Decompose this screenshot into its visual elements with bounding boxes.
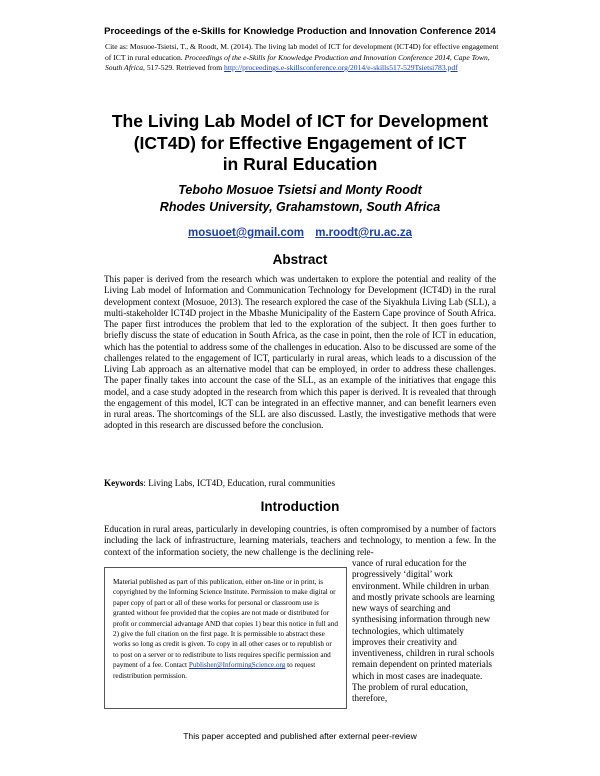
email-link-2[interactable]: m.roodt@ru.ac.za xyxy=(315,227,413,239)
keywords-label: Keywords xyxy=(104,478,144,488)
author-affiliation: Rhodes University, Grahamstown, South Africa xyxy=(159,200,441,214)
citation-prefix: Cite as: Mosuoe-Tsietsi, T., & Roodt, M. (2014). The living lab model of ICT for development (ICT4D) for effective engagement of ICT in rural education. xyxy=(105,42,499,62)
copyright-notice xyxy=(104,567,347,709)
abstract-heading: Abstract xyxy=(272,252,328,267)
introduction-column: vance of rural education for the progressively ‘digital’ work environment. While children in urban and mostly private schools are learning new ways of searching and synthesising information through new technologies, which ultimately improves their creativity and inventiveness, children in rural schools remain dependent on printed materials which in most cases are inadequate. The problem of rural education, therefore, xyxy=(352,558,495,703)
citation-pages: , 517-529. Retrieved from xyxy=(143,63,225,72)
keywords xyxy=(104,478,496,488)
author-emails xyxy=(95,227,505,239)
publisher-email-link[interactable]: Publisher@InformingScience.org xyxy=(188,661,286,670)
keywords-list: : Living Labs, ICT4D, Education, rural communities xyxy=(143,478,336,488)
copyright-suffix: to request redistribution permission. xyxy=(113,661,316,680)
introduction-body: Education in rural areas, particularly in developing countries, is often compromised by a number of factors including the lack of infrastructure, learning materials, teachers and technology, to mention a few. In the context of the information society, the new challenge is the declining rele- xyxy=(104,524,496,557)
copyright-text: Material published as part of this publication, either on-line or in print, is copyrighted by the Informing Science Institute. Permission to make digital or paper copy of part or all of these works for personal or classroom use is granted without fee provided that the copies are not made or distributed for profit or commercial advantage AND that copies 1) bear this notice in full and 2) give the full citation on the first page. It is permissible to abstract these works so long as credit is given. To copy in all other cases or to republish or to post on a server or to redistribute to lists requires specific permission and payment of a fee. Contact xyxy=(113,578,338,670)
page-footer: This paper accepted and published after external peer-review xyxy=(183,731,417,741)
paper-title xyxy=(95,111,505,176)
author-names: Teboho Mosuoe Tsietsi and Monty Roodt xyxy=(178,183,422,197)
email-link-1[interactable]: mosuoet@gmail.com xyxy=(187,227,304,239)
title-line-2: (ICT4D) for Effective Engagement of ICT xyxy=(133,132,467,153)
title-line-3: in Rural Education xyxy=(222,154,378,174)
running-head: Proceedings of the e-Skills for Knowledge Production and Innovation Conference 2014 xyxy=(104,26,496,37)
citation-proceedings: Proceedings of the e-Skills for Knowledge Production and Innovation Conference 2014, Cape Town, South Africa xyxy=(105,52,490,72)
citation xyxy=(105,42,505,74)
introduction-heading: Introduction xyxy=(260,499,340,514)
author-block xyxy=(95,182,505,216)
title-line-1: The Living Lab Model of ICT for Development xyxy=(111,111,489,131)
citation-link[interactable]: http://proceedings.e-skillsconference.org/2014/e-skills517-529Tsietsi783.pdf xyxy=(224,63,458,72)
abstract-body: This paper is derived from the research which was undertaken to explore the potential and reality of the Living Lab model of Information and Communication Technology for Development (ICT4D) in the rural development context (Mosuoe, 2013). The research explored the case of the Siyakhula Living Lab (SLL), a multi-stakeholder ICT4D project in the Mbashe Municipality of the Eastern Cape province of South Africa. The paper first introduces the problem that led to the exploration of the subject. It then goes further to briefly discuss the state of education in South Africa, as the case in point, then the role of ICT in education, which has the potential to address some of the challenges in education. Also to be discussed are some of the challenges related to the engagement of ICT, particularly in rural areas, which leads to a discussion of the Living Lab approach as an alternative model that can be employed, in order to address these challenges. The paper finally takes into account the case of the SLL, as an example of the initiatives that engage this model, and a case study adopted in the research from which this paper is derived. It is revealed that through the engagement of this model, ICT can be integrated in an effective manner, and can benefit learners even in rural areas. The shortcomings of the SLL are also discussed. Lastly, the investigative methods that were adopted in this research are discussed before the conclusion. xyxy=(104,274,496,431)
